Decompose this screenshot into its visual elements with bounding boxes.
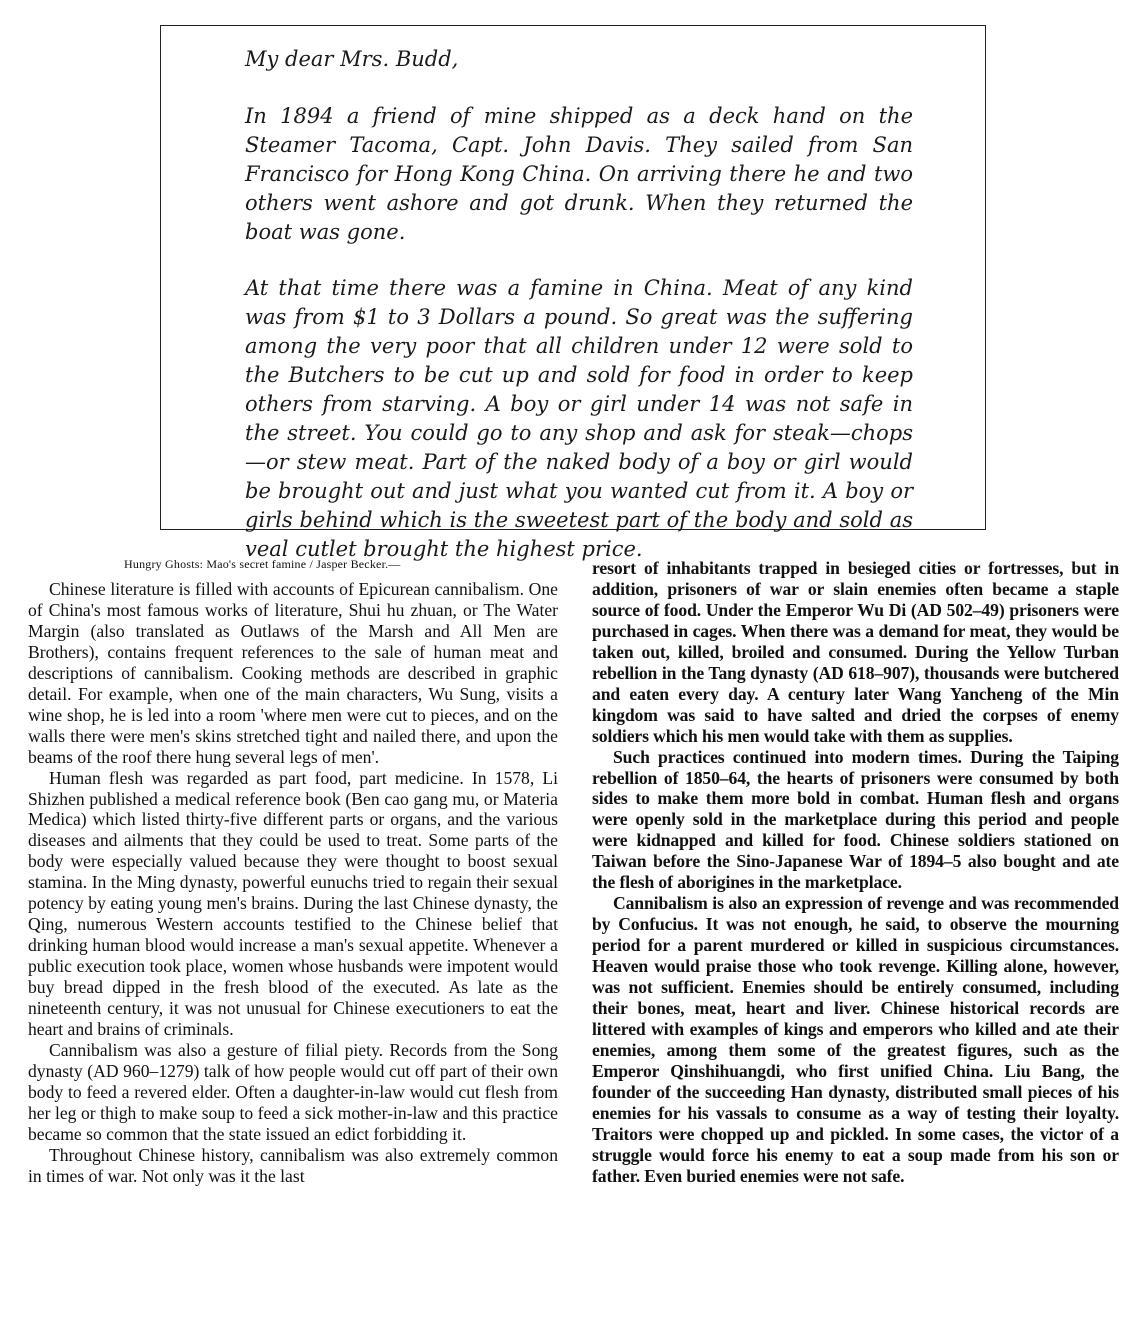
body-paragraph: Throughout Chinese history, cannibalism was also extremely common in times of war. Not only was it the last [28, 1144, 558, 1186]
body-paragraph: Human flesh was regarded as part food, part medicine. In 1578, Li Shizhen published a medical reference book (Ben cao gang mu, or Materia Medica) which listed thirty-five different parts or organs, and the various diseases and ailments that they could be used to treat. Some parts of the body were especially valued because they were thought to boost sexual stamina. In the Ming dynasty, powerful eunuchs tried to regain their sexual potency by eating young men's brains. During the last Chinese dynasty, the Qing, numerous Western accounts testified to the Chinese belief that drinking human blood would increase a man's sexual appetite. Whenever a public execution took place, women whose husbands were impotent would buy bread dipped in the fresh blood of the executed. As late as the nineteenth century, it was not unusual for Chinese executioners to eat the heart and brains of criminals. [28, 767, 558, 1040]
source-caption: Hungry Ghosts: Mao's secret famine / Jasper Becker.— [124, 557, 401, 571]
letter-paragraph: In 1894 a friend of mine shipped as a deck hand on the Steamer Tacoma, Capt. John Davis. They sailed from San Francisco for Hong Kong China. On arriving there he and two others went ashore and got drunk. When they returned the boat was gone. [245, 103, 913, 244]
letter-paragraph: At that time there was a famine in China. Meat of any kind was from $1 to 3 Dollars a pound. So great was the suffering among the very poor that all children under 12 were sold to the Butchers to be cut up and sold for food in order to keep others from starving. A boy or girl under 14 was not safe in the street. You could go to any shop and ask for steak—chops—or stew meat. Part of the naked body of a boy or girl would be brought out and just what you wanted cut from it. A boy or girls behind which is the sweetest part of the body and sold as veal cutlet brought the highest price. [245, 276, 913, 561]
body-paragraph: Chinese literature is filled with accounts of Epicurean cannibalism. One of China's most famous works of literature, Shui hu zhuan, or The Water Margin (also translated as Outlaws of the Marsh and All Men are Brothers), contains frequent references to the sale of human meat and descriptions of cannibalism. Cooking methods are described in graphic detail. For example, when one of the main characters, Wu Sung, visits a wine shop, he is led into a room 'where men were cut to pieces, and on the walls there were men's skins stretched tight and nailed there, and upon the beams of the roof there hung several legs of men'. [28, 579, 558, 767]
body-paragraph: Cannibalism was also a gesture of filial piety. Records from the Song dynasty (AD 960–1279) talk of how people would cut off part of their own body to feed a revered elder. Often a daughter-in-law would cut flesh from her leg or thigh to make soup to feed a sick mother-in-law and this practice became so common that the state issued an edict forbidding it. [28, 1039, 558, 1144]
letter-box [160, 25, 986, 561]
body-paragraph: Such practices continued into modern times. During the Taiping rebellion of 1850–64, the hearts of prisoners were consumed by both sides to make them more bold in combat. Human flesh and organs were openly sold in the marketplace during this period and people were kidnapped and killed for food. Chinese soldiers stationed on Taiwan before the Sino-Japanese War of 1894–5 also bought and ate the flesh of aborigines in the marketplace. [592, 746, 1119, 893]
body-paragraph: resort of inhabitants trapped in besieged cities or fortresses, but in addition, prisoners of war or slain enemies often became a staple source of food. Under the Emperor Wu Di (AD 502–49) prisoners were purchased in cages. When there was a demand for meat, they would be taken out, killed, broiled and consumed. During the Yellow Turban rebellion in the Tang dynasty (AD 618–907), thousands were butchered and eaten every day. A century later Wang Yancheng of the Min kingdom was said to have salted and dried the corpses of enemy soldiers which his men would take with them as supplies. [592, 558, 1119, 746]
right-column [592, 558, 1119, 1187]
letter-text [245, 45, 913, 564]
body-paragraph: Cannibalism is also an expression of revenge and was recommended by Confucius. It was not enough, he said, to observe the mourning period for a parent murdered or killed in suspicious circumstances. Heaven would praise those who took revenge. Killing alone, however, was not sufficient. Enemies should be entirely consumed, including their bones, meat, heart and liver. Chinese historical records are littered with examples of kings and emperors who killed and ate their enemies, among them some of the greatest figures, such as the Emperor Qinshihuangdi, who first unified China. Liu Bang, the founder of the succeeding Han dynasty, distributed small pieces of his enemies for his vassals to consume as a way of testing their loyalty. Traitors were chopped up and pickled. In some cases, the victor of a struggle would force his enemy to eat a soup made from his son or father. Even buried enemies were not safe. [592, 893, 1119, 1186]
left-column [28, 556, 558, 1187]
letter-salutation: My dear Mrs. Budd, [245, 47, 459, 71]
